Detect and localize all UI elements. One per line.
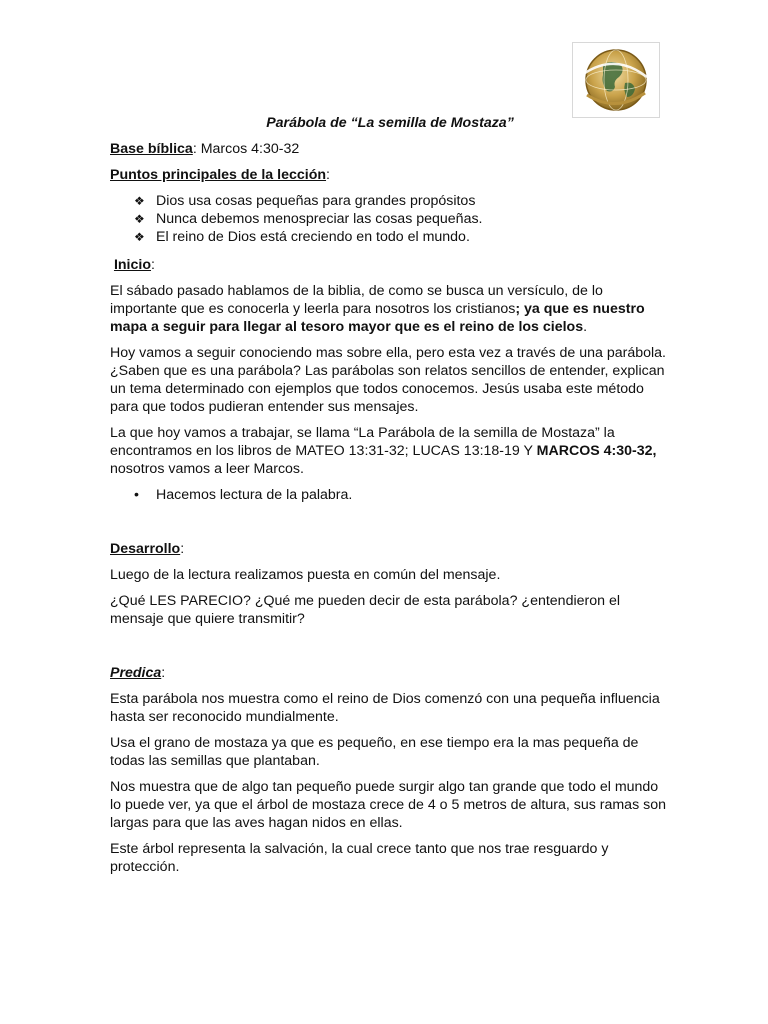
predica-paragraph-1: Esta parábola nos muestra como el reino de Dios comenzó con una pequeña influencia hasta ser reconocido mundialmente. — [110, 691, 660, 725]
inicio-list — [110, 486, 670, 504]
diamond-bullet-icon: ❖ — [134, 212, 145, 226]
spacer — [110, 512, 670, 540]
list-item: ❖ Nunca debemos menospreciar las cosas pequeñas. — [134, 211, 483, 227]
inicio-heading: Inicio: — [113, 257, 155, 273]
puntos-label: Puntos principales de la lección — [110, 167, 327, 183]
predica-paragraph-2: Usa el grano de mostaza ya que es pequeño, en ese tiempo era la mas pequeña de todas las semillas que plantaban. — [110, 735, 639, 769]
inicio-paragraph-3: La que hoy vamos a trabajar, se llama “La Parábola de la semilla de Mostaza” la encontramos en los libros de MATEO 13:31-32; LUCAS 13:18-19 Y MARCOS 4:30-32, nosotros vamos a leer Marcos. — [110, 425, 657, 477]
desarrollo-paragraph-1: Luego de la lectura realizamos puesta en común del mensaje. — [110, 567, 501, 583]
desarrollo-label: Desarrollo — [110, 541, 181, 557]
base-biblica: Base bíblica: Marcos 4:30-32 — [110, 141, 300, 157]
church-logo — [572, 42, 660, 118]
globe-emblem-icon — [573, 43, 659, 117]
document-title: Parábola de “La semilla de Mostaza” — [266, 115, 514, 131]
desarrollo-heading: Desarrollo: — [110, 541, 185, 557]
list-item: ❖ El reino de Dios está creciendo en todo el mundo. — [134, 229, 470, 245]
inicio-paragraph-1: El sábado pasado hablamos de la biblia, de como se busca un versículo, de lo importante que es conocerla y leerla para nosotros los cristianos; ya que es nuestro mapa a seguir para llegar al tesoro mayor que es el reino de los cielos. — [110, 283, 645, 335]
puntos-heading: Puntos principales de la lección: — [110, 167, 330, 183]
base-biblica-value: Marcos 4:30-32 — [196, 141, 300, 157]
desarrollo-paragraph-2: ¿Qué LES PARECIO? ¿Qué me pueden decir de esta parábola? ¿entendieron el mensaje que quiere transmitir? — [110, 593, 620, 627]
puntos-list — [110, 192, 670, 246]
diamond-bullet-icon: ❖ — [134, 194, 145, 208]
bullet-dot-icon: • — [134, 487, 139, 503]
predica-label: Predica — [110, 665, 162, 681]
list-item: • Hacemos lectura de la palabra. — [134, 487, 353, 503]
diamond-bullet-icon: ❖ — [134, 230, 145, 244]
list-item: ❖ Dios usa cosas pequeñas para grandes propósitos — [134, 193, 476, 209]
inicio-paragraph-2: Hoy vamos a seguir conociendo mas sobre ella, pero esta vez a través de una parábola. ¿Saben que es una parábola? Las parábolas son relatos sencillos de entender, explican un tema determinado con ejemplos que todos conocemos. Jesús usaba este método para que todos pudieran entender sus mensajes. — [110, 345, 666, 415]
base-biblica-label: Base bíblica — [110, 141, 193, 157]
spacer — [110, 636, 670, 664]
predica-paragraph-4: Este árbol representa la salvación, la cual crece tanto que nos trae resguardo y protección. — [110, 841, 609, 875]
inicio-label: Inicio — [113, 257, 152, 273]
predica-heading: Predica: — [110, 665, 166, 681]
document-page — [110, 114, 670, 884]
predica-paragraph-3: Nos muestra que de algo tan pequeño puede surgir algo tan grande que todo el mundo lo puede ver, ya que el árbol de mostaza crece de 4 o 5 metros de altura, sus ramas son largas para que las aves hagan nidos en ellas. — [110, 779, 666, 831]
